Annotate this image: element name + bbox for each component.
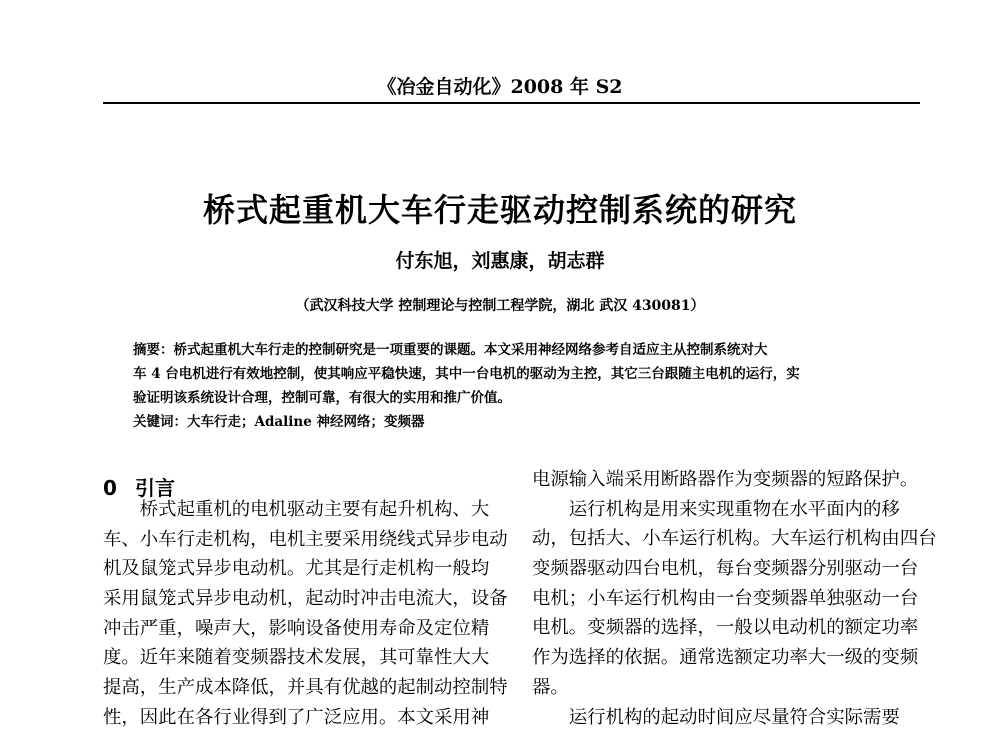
paper-title: 桥式起重机大车行走驱动控制系统的研究 xyxy=(202,191,797,229)
section-number: 0 xyxy=(103,476,117,500)
affiliation: （武汉科技大学 控制理论与控制工程学院，湖北 武汉 430081） xyxy=(295,298,705,314)
body-line: 作为选择的依据。通常选额定功率大一级的变频 xyxy=(532,647,919,669)
right-column xyxy=(532,465,937,732)
left-column xyxy=(103,495,508,733)
abstract-line: 车 4 台电机进行有效地控制，使其响应平稳快速，其中一台电机的驱动为主控，其它三台跟随主电机的运行，实 xyxy=(133,366,800,382)
body-line: 运行机构的起动时间应尽量符合实际需要 xyxy=(532,706,900,728)
authors: 付东旭，刘惠康，胡志群 xyxy=(395,250,605,272)
section-title: 引言 xyxy=(135,476,175,500)
body-line: 动，包括大、小车运行机构。大车运行机构由四台 xyxy=(532,528,937,550)
header-rule xyxy=(103,102,920,104)
body-line: 电机；小车运行机构由一台变频器单独驱动一台 xyxy=(532,587,919,609)
body-line: 运行机构是用来实现重物在水平面内的移 xyxy=(532,498,900,520)
body-line: 桥式起重机的电机驱动主要有起升机构、大 xyxy=(103,499,490,520)
body-line: 采用鼠笼式异步电动机，起动时冲击电流大，设备 xyxy=(103,588,508,610)
body-line: 机及鼠笼式异步电动机。尤其是行走机构一般均 xyxy=(103,558,490,580)
abstract-block xyxy=(133,338,893,434)
abstract-line: 摘要：桥式起重机大车行走的控制研究是一项重要的课题。本文采用神经网络参考自适应主从控制系统对大 xyxy=(133,342,768,358)
body-line: 器。 xyxy=(532,676,569,698)
keywords-line: 关键词：大车行走；Adaline 神经网络；变频器 xyxy=(133,414,425,430)
abstract-line: 验证明该系统设计合理，控制可靠，有很大的实用和推广价值。 xyxy=(133,390,511,406)
body-line: 性，因此在各行业得到了广泛应用。本文采用神 xyxy=(103,706,490,728)
body-line: 变频器驱动四台电机，每台变频器分别驱动一台 xyxy=(532,558,919,580)
body-line: 电源输入端采用断路器作为变频器的短路保护。 xyxy=(532,469,919,490)
body-line: 电机。变频器的选择，一般以电动机的额定功率 xyxy=(532,617,919,639)
body-line: 冲击严重，噪声大，影响设备使用寿命及定位精 xyxy=(103,617,490,639)
body-line: 提高，生产成本降低，并具有优越的起制动控制特 xyxy=(103,677,508,699)
body-line: 车、小车行走机构，电机主要采用绕线式异步电动 xyxy=(103,528,508,550)
journal-header: 《冶金自动化》2008 年 S2 xyxy=(377,76,623,98)
body-line: 度。近年来随着变频器技术发展，其可靠性大大 xyxy=(103,647,490,669)
